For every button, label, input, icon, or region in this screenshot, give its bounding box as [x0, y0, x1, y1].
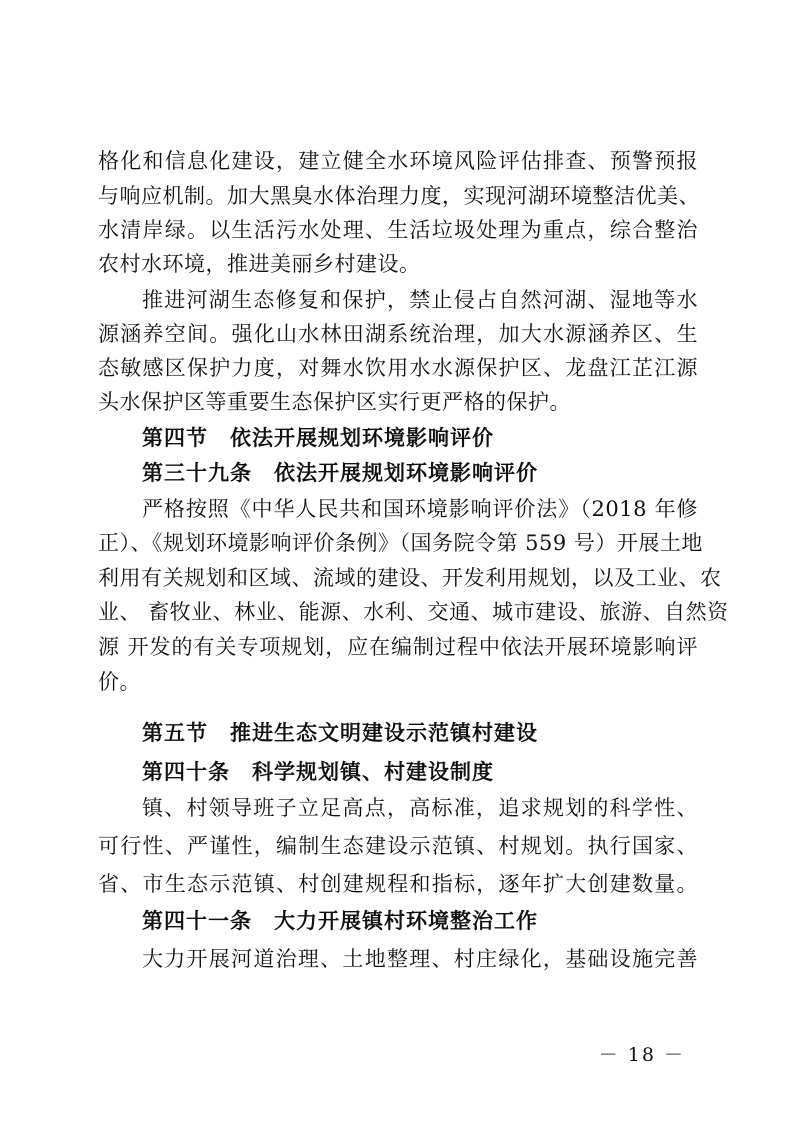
paragraph-line: 推进河湖生态修复和保护，禁止侵占自然河湖、湿地等水: [142, 288, 698, 312]
page-number: － 18 －: [598, 1044, 685, 1066]
section-heading: 第五节 推进生态文明建设示范镇村建设: [142, 720, 538, 745]
article-heading: 第四十条 科学规划镇、村建设制度: [142, 759, 494, 784]
paragraph-line: 与响应机制。加大黑臭水体治理力度，实现河湖环境整洁优美、: [98, 184, 700, 208]
paragraph-line: 镇、村领导班子立足高点，高标准，追求规划的科学性、: [142, 796, 698, 820]
paragraph-line: 格化和信息化建设，建立健全水环境风险评估排查、预警预报: [98, 149, 698, 173]
paragraph-line: 价。: [98, 670, 141, 694]
paragraph-line: 正）、《规划环境影响评价条例》（国务院令第 559 号）开展土地: [98, 531, 703, 555]
paragraph-line: 态敏感区保护力度，对舞水饮用水水源保护区、龙盘江芷江源: [98, 356, 698, 380]
paragraph-line: 利用有关规划和区域、流域的建设、开发利用规划，以及工业、农: [98, 566, 722, 590]
paragraph-line: 大力开展河道治理、土地整理、村庄绿化，基础设施完善: [142, 947, 698, 971]
paragraph-line: 可行性、严谨性，编制生态建设示范镇、村规划。执行国家、: [98, 834, 698, 858]
paragraph-line: 源 开发的有关专项规划，应在编制过程中依法开展环境影响评: [98, 635, 698, 659]
paragraph-line: 头水保护区等重要生态保护区实行更严格的保护。: [98, 390, 571, 414]
paragraph-line: 业、 畜牧业、林业、能源、水利、交通、城市建设、旅游、自然资: [98, 600, 729, 624]
article-heading: 第三十九条 依法开展规划环境影响评价: [142, 460, 538, 485]
paragraph-line: 省、市生态示范镇、村创建规程和指标，逐年扩大创建数量。: [98, 872, 698, 896]
paragraph-line: 水清岸绿。以生活污水处理、生活垃圾处理为重点，综合整治: [98, 218, 698, 242]
paragraph-line: 严格按照《中华人民共和国环境影响评价法》（2018 年修: [142, 497, 698, 521]
section-heading: 第四节 依法开展规划环境影响评价: [142, 425, 494, 450]
paragraph-line: 农村水环境，推进美丽乡村建设。: [98, 252, 421, 276]
article-heading: 第四十一条 大力开展镇村环境整治工作: [142, 908, 538, 933]
paragraph-line: 源涵养空间。强化山水林田湖系统治理，加大水源涵养区、生: [98, 322, 698, 346]
